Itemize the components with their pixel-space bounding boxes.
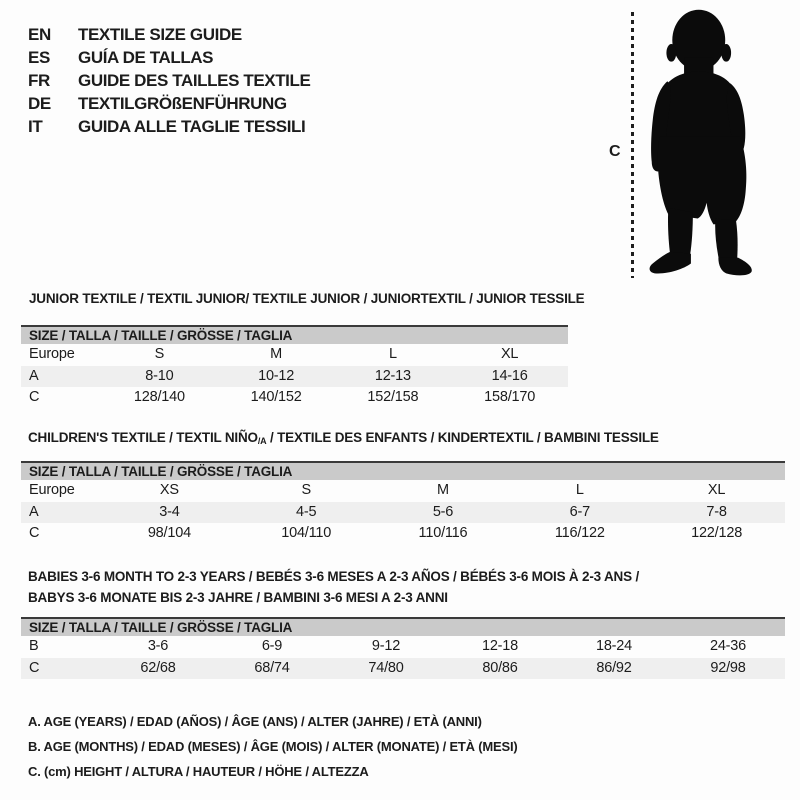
size-cell: 158/170 — [484, 389, 536, 405]
table-row — [21, 366, 568, 388]
size-cell: M — [270, 346, 283, 362]
row-label: B — [29, 638, 39, 654]
row-label: Europe — [29, 482, 75, 498]
size-cell: 152/158 — [367, 389, 419, 405]
language-row — [28, 23, 310, 46]
size-cell: 116/122 — [554, 525, 605, 541]
table-row — [21, 658, 785, 680]
size-cell: XL — [500, 346, 519, 362]
height-label: C — [609, 143, 621, 160]
size-cell: 8-10 — [145, 367, 174, 384]
size-cell: 9-12 — [371, 638, 401, 654]
size-cell: 12-13 — [374, 367, 411, 384]
language-row — [28, 115, 310, 138]
note-line: C. (cm) HEIGHT / ALTURA / HAUTEUR / HÖHE / ALTEZZA — [28, 764, 369, 779]
row-label: A — [29, 503, 39, 520]
size-cell: 92/98 — [710, 659, 746, 676]
size-cell: S — [154, 346, 165, 362]
size-cell: XS — [159, 482, 179, 498]
size-cell: S — [301, 482, 311, 498]
size-cell: 12-18 — [481, 638, 519, 654]
language-row — [28, 46, 310, 69]
size-cell: 6-9 — [261, 638, 283, 654]
footnotes — [28, 709, 518, 784]
row-label: C — [29, 659, 40, 676]
language-code: EN — [28, 24, 51, 44]
size-cell: XL — [707, 482, 726, 498]
size-cell: 24-36 — [709, 638, 747, 654]
toddler-silhouette — [638, 6, 785, 282]
size-header-bar: SIZE / TALLA / TAILLE / GRÖSSE / TAGLIA — [21, 325, 568, 344]
size-cell: 5-6 — [432, 503, 454, 520]
language-code: ES — [28, 47, 50, 67]
table-row — [21, 344, 568, 366]
size-header-bar: SIZE / TALLA / TAILLE / GRÖSSE / TAGLIA — [21, 617, 785, 636]
size-cell: 7-8 — [706, 503, 727, 520]
language-row — [28, 69, 310, 92]
row-label: Europe — [29, 346, 75, 362]
size-cell: 122/128 — [691, 525, 743, 541]
language-title: GUÍA DE TALLAS — [78, 47, 214, 67]
language-code: DE — [28, 93, 51, 113]
table-row — [21, 387, 568, 409]
size-cell: 140/152 — [250, 389, 302, 405]
size-cell: 62/68 — [140, 659, 176, 676]
size-table-junior — [21, 325, 568, 409]
size-cell: 10-12 — [258, 367, 295, 384]
size-header-bar: SIZE / TALLA / TAILLE / GRÖSSE / TAGLIA — [21, 461, 785, 480]
height-reference-dotted-line — [631, 12, 634, 278]
language-title: GUIDA ALLE TAGLIE TESSILI — [78, 116, 306, 136]
size-cell: 110/116 — [418, 525, 468, 541]
size-cell: 128/140 — [133, 389, 185, 405]
language-title: TEXTILGRÖßENFÜHRUNG — [78, 93, 287, 113]
size-cell: 6-7 — [569, 503, 590, 520]
language-row — [28, 92, 310, 115]
table-row — [21, 480, 785, 502]
table-row — [21, 523, 785, 545]
section-title-babies-line2: BABYS 3-6 MONATE BIS 2-3 JAHRE / BAMBINI 3-6 MESI A 2-3 ANNI — [28, 590, 448, 605]
language-code: FR — [28, 70, 50, 90]
section-title-children-prefix: CHILDREN'S TEXTILE / TEXTIL NIÑO — [28, 430, 258, 445]
size-cell: 18-24 — [595, 638, 633, 654]
size-cell: 4-5 — [296, 503, 317, 520]
row-label: C — [29, 525, 40, 541]
size-cell: 80/86 — [482, 659, 518, 676]
note-line: B. AGE (MONTHS) / EDAD (MESES) / ÂGE (MOIS) / ALTER (MONATE) / ETÀ (MESI) — [28, 739, 518, 754]
table-row — [21, 502, 785, 524]
size-cell: 74/80 — [368, 659, 404, 676]
section-title-babies — [28, 566, 639, 608]
size-table-children — [21, 461, 785, 545]
size-cell: 3-4 — [159, 503, 180, 520]
language-title: GUIDE DES TAILLES TEXTILE — [78, 70, 311, 90]
size-cell: 98/104 — [147, 525, 191, 541]
size-cell: 14-16 — [491, 367, 528, 384]
section-title-children-suffix: / TEXTILE DES ENFANTS / KINDERTEXTIL / BAMBINI TESSILE — [266, 430, 659, 445]
size-cell: 68/74 — [254, 659, 290, 676]
size-cell: L — [575, 482, 584, 498]
section-title-junior: JUNIOR TEXTILE / TEXTIL JUNIOR/ TEXTILE JUNIOR / JUNIORTEXTIL / JUNIOR TESSILE — [29, 291, 585, 306]
language-header — [28, 23, 310, 138]
section-title-babies-line1: BABIES 3-6 MONTH TO 2-3 YEARS / BEBÉS 3-6 MESES A 2-3 AÑOS / BÉBÉS 3-6 MOIS À 2-3 ANS / — [28, 569, 639, 584]
size-cell: M — [437, 482, 449, 498]
row-label: C — [29, 389, 40, 405]
size-cell: 3-6 — [147, 638, 169, 654]
section-title-children — [28, 430, 659, 445]
language-title: TEXTILE SIZE GUIDE — [78, 24, 242, 44]
section-title-children-sub: /A — [257, 436, 267, 446]
row-label: A — [29, 367, 39, 384]
note-line: A. AGE (YEARS) / EDAD (AÑOS) / ÂGE (ANS) / ALTER (JAHRE) / ETÀ (ANNI) — [28, 714, 482, 729]
size-cell: L — [388, 346, 397, 362]
language-code: IT — [28, 116, 43, 136]
size-cell: 104/110 — [281, 525, 332, 541]
size-table-babies — [21, 617, 785, 679]
table-row — [21, 636, 785, 658]
size-cell: 86/92 — [596, 659, 632, 676]
